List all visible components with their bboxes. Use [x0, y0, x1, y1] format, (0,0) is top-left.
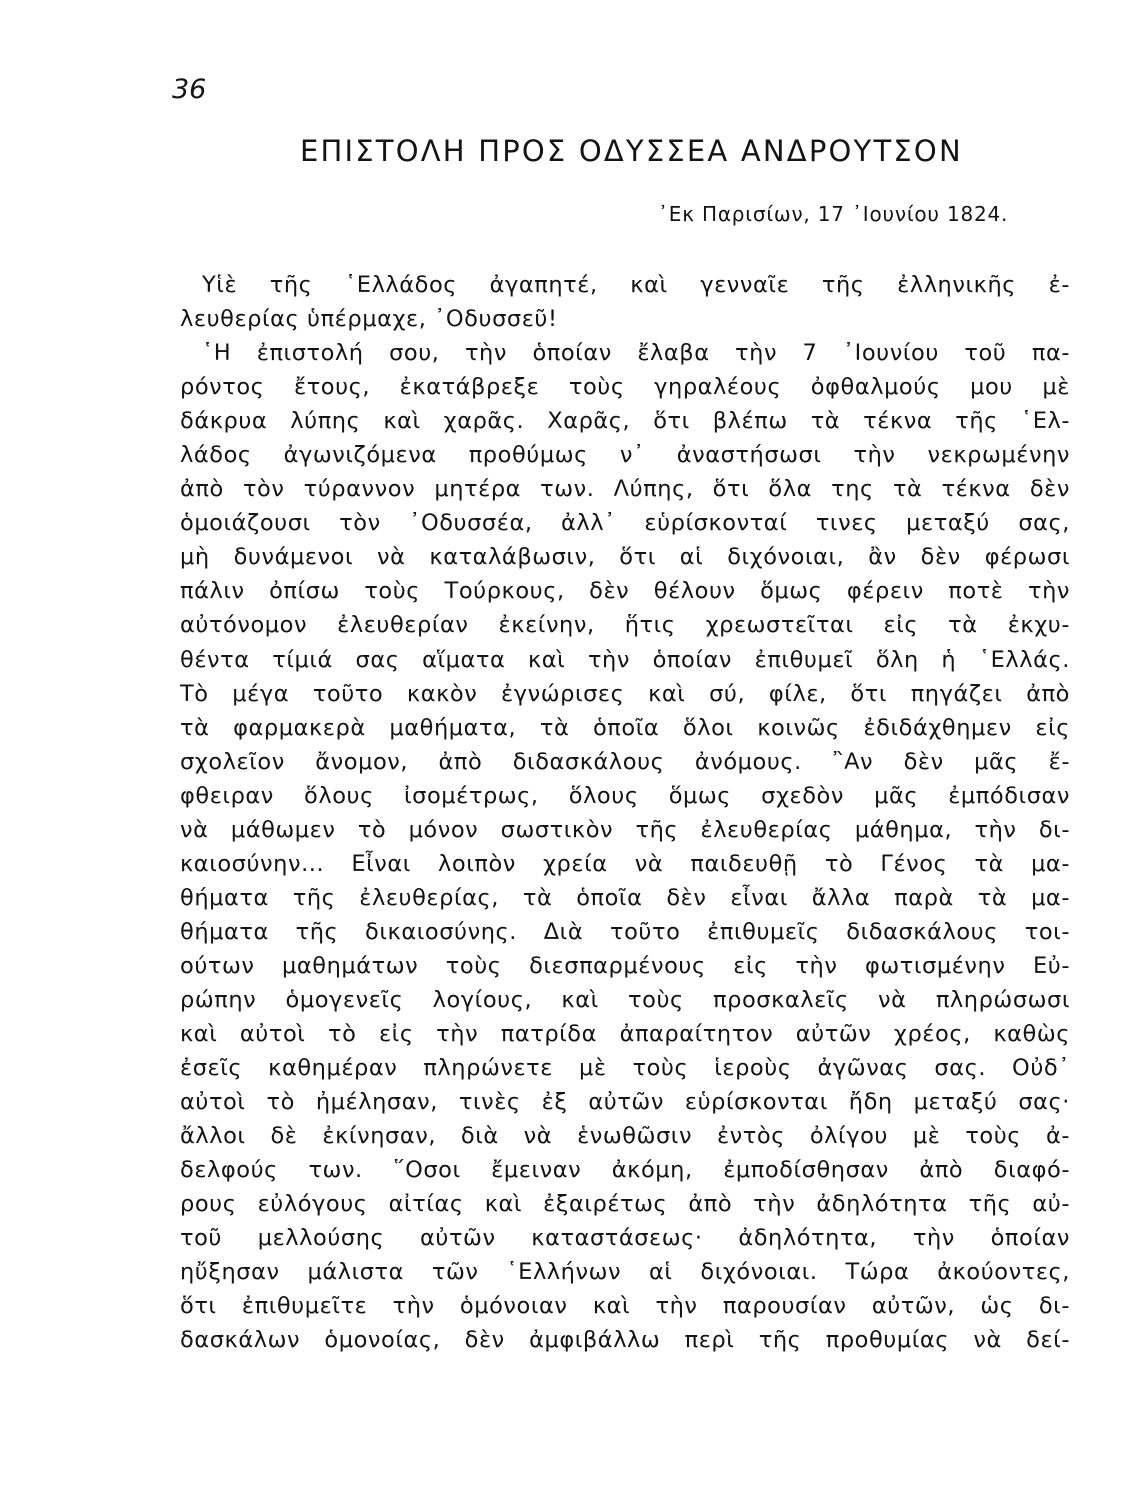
text-line-content: μὴ δυνάμενοι νὰ καταλάβωσιν, ὅτι αἱ διχόνοιαι, ἂν δὲν φέρωσι [180, 544, 1070, 571]
text-line-content: Υἱὲ τῆς ῾Ελλάδος ἀγαπητέ, καὶ γενναῖε τῆς ἐλληνικῆς ἐ- [202, 272, 1070, 298]
text-line [180, 268, 1070, 302]
text-line-content: νὰ μάθωμεν τὸ μόνον σωστικὸν τῆς ἐλευθερίας μάθημα, τὴν δι- [180, 816, 1070, 843]
text-line-content: ἄλλοι δὲ ἐκίνησαν, διὰ νὰ ἑνωθῶσιν ἐντὸς ὀλίγου μὲ τοὺς ἀ- [180, 1123, 1070, 1150]
text-line [180, 472, 1070, 506]
text-line-content: ούτων μαθημάτων τοὺς διεσπαρμένους εἰς τὴν φωτισμένην Εὐ- [180, 952, 1070, 979]
text-line-content: πάλιν ὀπίσω τοὺς Τούρκους, δὲν θέλουν ὅμως φέρειν ποτὲ τὴν [180, 578, 1070, 605]
text-line [180, 711, 1070, 745]
text-line-content: θέντα τίμιά σας αἵματα καὶ τὴν ὁποίαν ἐπιθυμεῖ ὅλη ἡ ῾Ελλάς. [180, 646, 1070, 673]
text-line [180, 1119, 1070, 1153]
text-line-content: λάδος ἀγωνιζόμενα προθύμως ν᾿ ἀναστήσωσι τὴν νεκρωμένην [180, 442, 1070, 469]
text-line [180, 881, 1070, 915]
text-line [180, 1255, 1070, 1289]
text-line-content: ἐσεῖς καθημέραν πληρώνετε μὲ τοὺς ἱεροὺς ἀγῶνας σας. Οὐδ᾿ [180, 1055, 1070, 1082]
text-line [180, 1289, 1070, 1323]
text-line-content: θήματα τῆς δικαιοσύνης. Διὰ τοῦτο ἐπιθυμεῖς διδασκάλους τοι- [180, 918, 1070, 945]
letter-title: ΕΠΙΣΤΟΛΗ ΠΡΟΣ ΟΔΥΣΣΕΑ ΑΝΔΡΟΥΤΣΟΝ [300, 134, 963, 168]
text-line [180, 574, 1070, 608]
text-line-content: καιοσύνην... Εἶναι λοιπὸν χρεία νὰ παιδευθῇ τὸ Γένος τὰ μα- [180, 850, 1070, 877]
text-line [180, 1187, 1070, 1221]
text-line [180, 677, 1070, 711]
text-line-content: Τὸ μέγα τοῦτο κακὸν ἐγνώρισες καὶ σύ, φίλε, ὅτι πηγάζει ἀπὸ [180, 680, 1070, 707]
text-line-content: λευθερίας ὑπέρμαχε, ᾿Οδυσσεῦ! [180, 306, 558, 333]
text-line [180, 643, 1070, 677]
text-line-content: τοῦ μελλούσης αὐτῶν καταστάσεως· ἀδηλότητα, τὴν ὁποίαν [180, 1225, 1070, 1252]
text-line [180, 438, 1070, 472]
text-line-content: καὶ αὐτοὶ τὸ εἰς τὴν πατρίδα ἀπαραίτητον αὐτῶν χρέος, καθὼς [180, 1021, 1070, 1048]
text-line [180, 915, 1070, 949]
text-line [180, 608, 1070, 642]
text-line [180, 540, 1070, 574]
text-line-content: ρόντος ἔτους, ἐκατάβρεξε τοὺς γηραλέους ὀφθαλμούς μου μὲ [180, 374, 1070, 401]
text-line-content: ὅτι ἐπιθυμεῖτε τὴν ὁμόνοιαν καὶ τὴν παρουσίαν αὐτῶν, ὡς δι- [180, 1293, 1070, 1320]
text-line-content: ῾Η ἐπιστολή σου, τὴν ὁποίαν ἔλαβα τὴν 7 ᾿Ιουνίου τοῦ πα- [202, 340, 1070, 367]
text-line-content: ρώπην ὁμογενεῖς λογίους, καὶ τοὺς προσκαλεῖς νὰ πληρώσωσι [180, 986, 1070, 1013]
text-line [180, 506, 1070, 540]
text-line [180, 404, 1070, 438]
text-line [180, 1017, 1070, 1051]
text-line-content: φθειραν ὅλους ἰσομέτρως, ὅλους ὅμως σχεδὸν μᾶς ἐμπόδισαν [180, 782, 1070, 809]
text-line-content: δελφούς των. ῞Οσοι ἔμειναν ἀκόμη, ἐμποδίσθησαν ἀπὸ διαφό- [180, 1157, 1070, 1184]
text-line-content: σχολεῖον ἄνομον, ἀπὸ διδασκάλους ἀνόμους. ῍Αν δὲν μᾶς ἔ- [180, 748, 1070, 775]
letter-body [180, 268, 1070, 1358]
text-line-content: τὰ φαρμακερὰ μαθήματα, τὰ ὁποῖα ὅλοι κοινῶς ἐδιδάχθημεν εἰς [180, 714, 1070, 741]
text-line [180, 1051, 1070, 1085]
text-line-content: δάκρυα λύπης καὶ χαρᾶς. Χαρᾶς, ὅτι βλέπω τὰ τέκνα τῆς ῾Ελ- [180, 408, 1070, 435]
letter-dateline: ᾿Εκ Παρισίων, 17 ᾿Ιουνίου 1824. [658, 202, 1009, 226]
text-line [180, 1153, 1070, 1187]
text-line-content: ρους εὐλόγους αἰτίας καὶ ἐξαιρέτως ἀπὸ τὴν ἀδηλότητα τῆς αὐ- [180, 1191, 1070, 1218]
text-line-content: δασκάλων ὁμονοίας, δὲν ἀμφιβάλλω περὶ τῆς προθυμίας νὰ δεί- [180, 1327, 1070, 1354]
text-line [180, 745, 1070, 779]
text-line [180, 847, 1070, 881]
text-line [180, 813, 1070, 847]
text-line-content: ὁμοιάζουσι τὸν ᾿Οδυσσέα, ἀλλ᾿ εὑρίσκονταί τινες μεταξύ σας, [180, 510, 1070, 537]
page-number: 36 [172, 74, 207, 105]
text-line-content: αὐτόνομον ἐλευθερίαν ἐκείνην, ἥτις χρεωστεῖται εἰς τὰ ἐκχυ- [180, 612, 1070, 639]
text-line [180, 1085, 1070, 1119]
text-line [180, 302, 1070, 336]
text-line [180, 336, 1070, 370]
text-line [180, 949, 1070, 983]
text-line-content: αὐτοὶ τὸ ἠμέλησαν, τινὲς ἐξ αὐτῶν εὑρίσκονται ἤδη μεταξύ σας· [180, 1089, 1070, 1116]
text-line [180, 779, 1070, 813]
text-line [180, 370, 1070, 404]
text-line-content: ηὔξησαν μάλιστα τῶν ῾Ελλήνων αἱ διχόνοιαι. Τώρα ἀκούοντες, [180, 1259, 1070, 1286]
text-line [180, 1221, 1070, 1255]
text-line [180, 983, 1070, 1017]
text-line-content: θήματα τῆς ἐλευθερίας, τὰ ὁποῖα δὲν εἶναι ἄλλα παρὰ τὰ μα- [180, 884, 1070, 911]
text-line-content: ἀπὸ τὸν τύραννον μητέρα των. Λύπης, ὅτι ὅλα της τὰ τέκνα δὲν [180, 476, 1070, 503]
text-line [180, 1323, 1070, 1357]
